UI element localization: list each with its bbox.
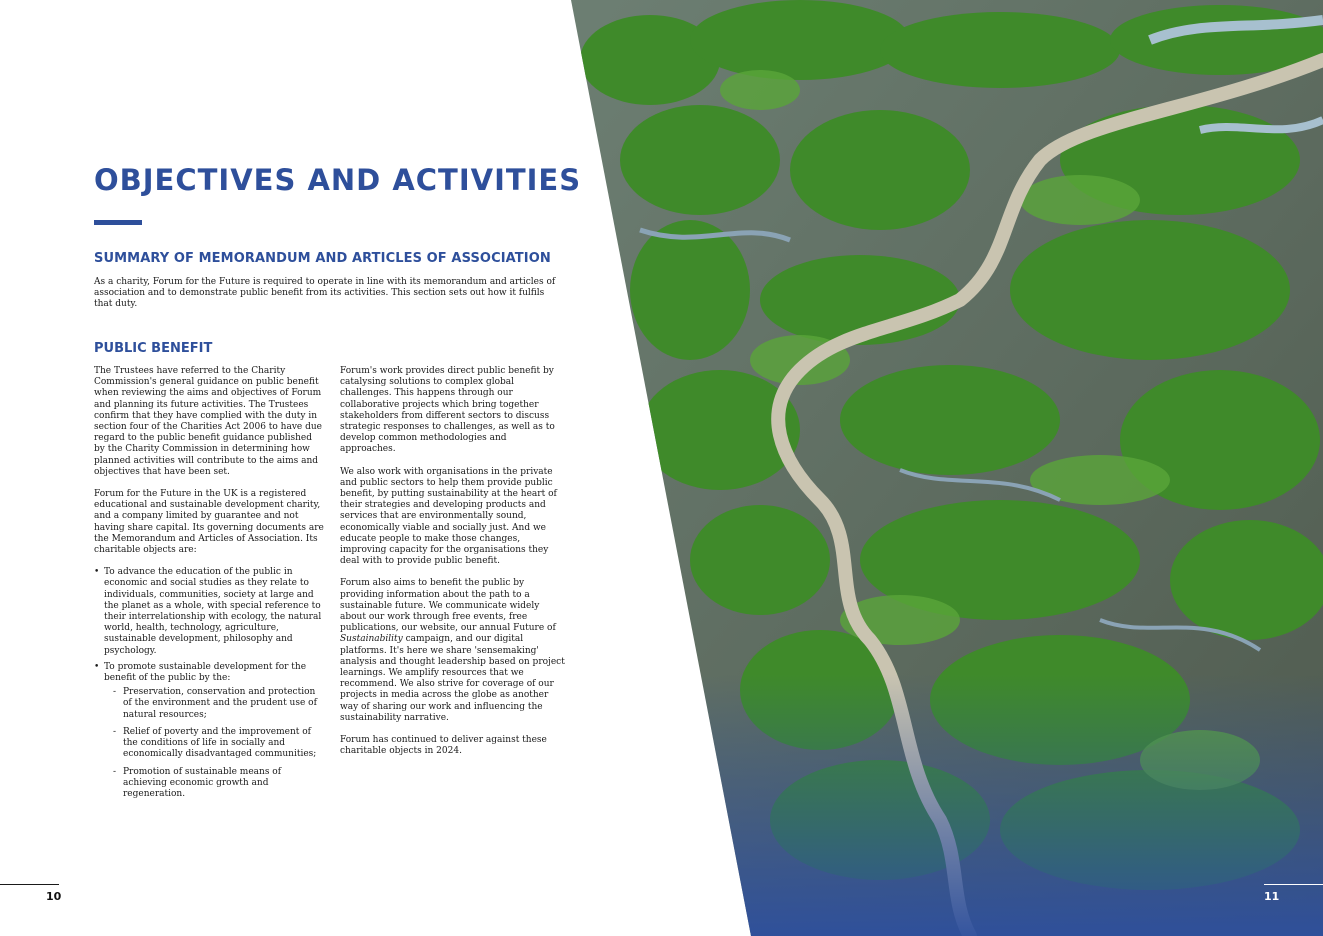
left-column — [94, 366, 324, 806]
sub-list-item: - Relief of poverty and the improvement of the conditions of life in socially and economically disadvantaged communities; — [104, 727, 324, 761]
paragraph-text: Forum also aims to benefit the public by providing information about the path to a sustainable future. We communicate widely about our work through free events, free publications, our website, our annual Future of — [340, 578, 556, 634]
footer-rule-left — [0, 884, 59, 885]
right-paragraph-2: We also work with organisations in the private and public sectors to help them provide public benefit, by putting sustainability at the heart of their strategies and developing products and services that are environmentally sound, economically viable and socially just. And we educate people to make those changes, improving capacity for the organisations they deal with to provide public benefit. — [340, 466, 557, 567]
paragraph-text: campaign, and our digital platforms. It's here we share 'sensemaking' analysis and thought leadership based on project learnings. We amplify resources that we recommend. We also strive for coverage of our projects in media across the globe as another way of sharing our work and influencing the sustainability narrative. — [340, 634, 565, 723]
footer-rule-right — [1264, 884, 1323, 885]
public-benefit-heading: PUBLIC BENEFIT — [94, 341, 213, 356]
intro-paragraph: As a charity, Forum for the Future is required to operate in line with its memorandum and articles of association and to demonstrate public benefit from its activities. This section sets out how it fulfils that duty. — [94, 277, 556, 309]
list-item: • To advance the education of the public in economic and social studies as they relate to individuals, communities, society at large and the planet as a whole, with special reference to their interrelationship with ecology, the natural world, health, technology, agriculture, sustainable development, philosophy and psychology. — [94, 567, 324, 657]
right-paragraph-1: Forum's work provides direct public benefit by catalysing solutions to complex global challenges. This happens through our collaborative projects which bring together stakeholders from different sectors to discuss strategic responses to challenges, as well as to develop common methodologies and approaches. — [340, 366, 555, 455]
charitable-objects-list — [94, 567, 324, 800]
sub-list-item: - Preservation, conservation and protection of the environment and the prudent use of natural resources; — [104, 687, 324, 721]
right-paragraph-3 — [340, 578, 565, 724]
title-accent-bar — [94, 220, 142, 225]
left-paragraph-1: The Trustees have referred to the Charity Commission's general guidance on public benefit when reviewing the aims and objectives of Forum and planning its future activities. The Trustees confirm that they have complied with the duty in section four of the Charities Act 2006 to have due regard to the public benefit guidance published by the Charity Commission in determining how planned activities will contribute to the aims and objectives that have been set. — [94, 366, 323, 477]
page-number-right: 11 — [1264, 890, 1280, 903]
sustainability-campaign-name: Sustainability — [340, 634, 403, 645]
right-column — [340, 366, 565, 769]
list-item-text: To promote sustainable development for the benefit of the public by the: — [104, 661, 307, 684]
sub-list-item: - Promotion of sustainable means of achieving economic growth and regeneration. — [104, 767, 324, 801]
two-column-body — [94, 366, 564, 826]
page-title: OBJECTIVES AND ACTIVITIES — [94, 163, 582, 197]
sub-objects-list — [104, 687, 324, 800]
left-paragraph-2: Forum for the Future in the UK is a registered educational and sustainable development charity, and a company limited by guarantee and not having share capital. Its governing documents are the Memorandum and Articles of Association. Its charitable objects are: — [94, 489, 324, 556]
list-item — [94, 662, 324, 800]
page-number-left: 10 — [46, 890, 62, 903]
section-subtitle: SUMMARY OF MEMORANDUM AND ARTICLES OF ASSOCIATION — [94, 251, 551, 266]
right-paragraph-4: Forum has continued to deliver against these charitable objects in 2024. — [340, 735, 547, 757]
main-content — [94, 160, 582, 826]
